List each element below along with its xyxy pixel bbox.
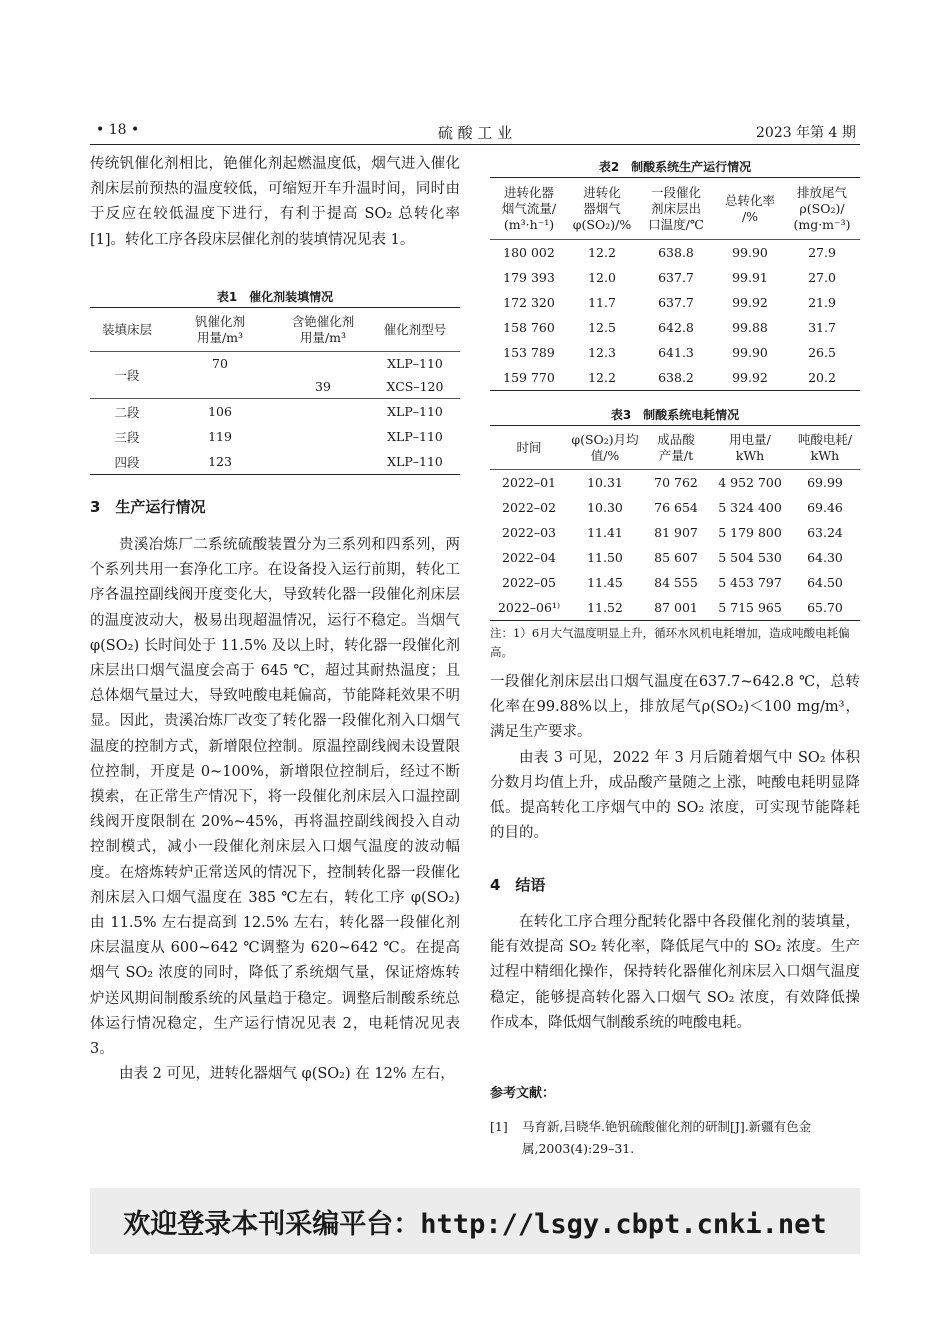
table1 xyxy=(90,307,460,475)
intro-paragraph: 传统钒催化剂相比，铯催化剂起燃温度低，烟气进入催化剂床层前预热的温度较低，可缩短开车升温时间，同时由于反应在较低温度下进行，有利于提高 SO₂ 总转化率 [1]。转化工序各段床层催化剂的装填情况见表 1。 xyxy=(90,156,460,248)
table2-cell: 153 789 xyxy=(503,345,555,360)
table3-cell: 64.50 xyxy=(807,575,843,590)
table2-cell: 12.2 xyxy=(588,245,616,260)
table3-caption: 表3 制酸系统电耗情况 xyxy=(610,408,740,422)
left-intro xyxy=(90,152,460,253)
table3-cell: 11.50 xyxy=(587,550,623,565)
table1-cell: XCS–120 xyxy=(386,379,444,394)
table2-cell: 27.0 xyxy=(808,270,836,285)
table2-cell: 642.8 xyxy=(658,320,694,335)
section-4-heading: 4 结语 xyxy=(490,876,546,894)
table2 xyxy=(490,177,860,391)
table2-header: 一段催化 剂床层出 口温度/℃ xyxy=(648,184,704,232)
page-number: • 18 • xyxy=(96,122,140,138)
table2-cell: 99.90 xyxy=(732,345,768,360)
table1-cell: 二段 xyxy=(114,404,140,420)
table2-cell: 12.3 xyxy=(588,345,616,360)
table2-header: 进转化 器烟气 φ(SO₂)/% xyxy=(572,184,632,232)
table1-cell: 119 xyxy=(208,429,232,444)
table3-cell: 76 654 xyxy=(654,500,698,515)
table1-cell: 三段 xyxy=(114,429,140,445)
table3-cell: 84 555 xyxy=(654,575,698,590)
submission-banner: 欢迎登录本刊采编平台：http://lsgy.cbpt.cnki.net xyxy=(90,1188,860,1254)
table3-cell: 2022–01 xyxy=(502,475,556,490)
table2-cell: 99.90 xyxy=(732,245,768,260)
body-paragraph: 一段催化剂床层出口烟气温度在637.7~642.8 ℃，总转化率在99.88%以上，排放尾气ρ(SO₂)＜100 mg/m³，满足生产要求。 xyxy=(490,674,860,741)
table2-cell: 99.91 xyxy=(732,270,768,285)
table3-cell: 5 453 797 xyxy=(718,575,782,590)
table2-cell: 99.92 xyxy=(732,370,768,385)
table2-cell: 20.2 xyxy=(808,370,836,385)
table1-header: 含铯催化剂 用量/m³ xyxy=(291,313,355,345)
table3-cell: 2022–05 xyxy=(502,575,556,590)
table1-header: 钒催化剂 用量/m³ xyxy=(194,313,245,345)
table3-cell: 5 715 965 xyxy=(718,600,782,615)
table2-cell: 179 393 xyxy=(503,270,555,285)
table3-header: 吨酸电耗/ kWh xyxy=(797,431,853,463)
table3 xyxy=(490,425,860,621)
table3-cell: 69.99 xyxy=(807,475,843,490)
reference-number: [1] xyxy=(490,1119,508,1134)
table1-cell xyxy=(164,375,276,399)
table2-cell: 638.8 xyxy=(658,245,694,260)
table2-cell: 159 770 xyxy=(503,370,555,385)
table1-cell xyxy=(276,352,370,376)
table2-cell: 26.5 xyxy=(808,345,836,360)
table3-note: 注：1）6月大气温度明显上升，循环水风机电耗增加，造成吨酸电耗偏高。 xyxy=(490,626,850,659)
table2-cell: 31.7 xyxy=(808,320,836,335)
table3-cell: 4 952 700 xyxy=(718,475,782,490)
table2-header: 总转化率 /% xyxy=(724,192,775,224)
table3-cell: 11.41 xyxy=(587,525,623,540)
table3-cell: 11.45 xyxy=(587,575,623,590)
table2-cell: 99.92 xyxy=(732,295,768,310)
table3-header: φ(SO₂)月均 值/% xyxy=(571,431,639,463)
table1-cell: XLP–110 xyxy=(387,429,443,444)
table2-cell: 12.0 xyxy=(588,270,616,285)
reference-text: 马育新,吕晓华.铯钒硫酸催化剂的研制[J].新疆有色金属,2003(4):29–31. xyxy=(522,1119,812,1156)
table3-cell: 63.24 xyxy=(807,525,843,540)
table2-cell: 638.2 xyxy=(658,370,694,385)
table3-cell: 64.30 xyxy=(807,550,843,565)
table3-cell: 65.70 xyxy=(807,600,843,615)
table3-cell: 2022–06¹⁾ xyxy=(497,600,561,615)
conclusion xyxy=(490,910,860,1036)
table1-header: 催化剂型号 xyxy=(383,321,447,337)
table3-cell: 87 001 xyxy=(654,600,698,615)
table3-cell: 5 179 800 xyxy=(718,525,782,540)
table2-header: 进转化器 烟气流量/ (m³·h⁻¹) xyxy=(501,184,557,232)
table1-cell: 106 xyxy=(208,404,232,419)
table1-cell: 39 xyxy=(315,379,331,394)
table3-cell: 10.31 xyxy=(587,475,623,490)
table3-cell: 11.52 xyxy=(587,600,623,615)
references-title: 参考文献： xyxy=(490,1086,556,1101)
table3-cell: 2022–03 xyxy=(502,525,556,540)
table2-header: 排放尾气 ρ(SO₂)/ (mg·m⁻³) xyxy=(793,184,851,232)
table2-cell: 172 320 xyxy=(503,295,555,310)
right-body xyxy=(490,670,860,846)
table3-header: 用电量/ kWh xyxy=(729,431,771,463)
issue-label: 2023 年第 4 期 xyxy=(756,125,856,141)
section-3-heading: 3 生产运行情况 xyxy=(90,498,206,516)
table3-header: 时间 xyxy=(516,439,542,455)
table1-caption: 表1 催化剂装填情况 xyxy=(216,290,334,304)
table3-cell: 81 907 xyxy=(654,525,698,540)
table1-cell: 四段 xyxy=(114,454,140,470)
table1-cell: XLP–110 xyxy=(387,454,443,469)
table1-cell xyxy=(276,449,370,475)
table1-cell: 一段 xyxy=(114,368,140,383)
body-paragraph: 贵溪冶炼厂二系统硫酸装置分为三系列和四系列，两个系列共用一套净化工序。在设备投入运行前期，转化工序各温控副线阀开度变化大，导致转化器一段催化剂床层的温度波动大，极易出现超温情况，运行不稳定。当烟气 φ(SO₂) 长时间处于 11.5% 及以上时，转化器一段催化剂床层出口烟气温度会高于 645 ℃，超过其耐热温度；且总体烟气量过大，导致吨酸电耗偏高，节能降耗效果不明显。因此，贵溪冶炼厂改变了转化器一段催化剂入口烟气温度的控制方式，新增限位控制。原温控副线阀未设置限位控制，开度是 0~100%，新增限位控制后，经过不断摸索，在正常生产情况下，将一段催化剂床层入口温控副线阀开度限制在 20%~45%，再将温控副线阀投入自动控制模式，减小一段催化剂床层入口烟气温度的波动幅度。在熔炼转炉正常送风的情况下，控制转化器一段催化剂床层入口烟气温度在 385 ℃左右，转化工序 φ(SO₂) 由 11.5% 左右提高到 12.5% 左右，转化器一段催化剂床层温度从 600~642 ℃调整为 620~642 ℃。在提高烟气 SO₂ 浓度的同时，降低了系统烟气量，保证熔炼转炉送风期间制酸系统的风量趋于稳定。调整后制酸系统总体运行情况稳定，生产运行情况见表 2，电耗情况见表 3。 xyxy=(90,537,460,1058)
table2-cell: 12.5 xyxy=(588,320,616,335)
table2-cell: 637.7 xyxy=(658,295,694,310)
table2-cell: 158 760 xyxy=(503,320,555,335)
table2-caption: 表2 制酸系统生产运行情况 xyxy=(598,160,752,174)
table1-cell xyxy=(276,399,370,425)
table1-cell xyxy=(276,424,370,449)
journal-title: 硫 酸 工 业 xyxy=(437,124,513,142)
table2-cell: 11.7 xyxy=(588,295,616,310)
table3-cell: 69.46 xyxy=(807,500,843,515)
table2-cell: 99.88 xyxy=(732,320,768,335)
left-body xyxy=(90,533,460,1087)
table2-cell: 27.9 xyxy=(808,245,836,260)
table1-header: 装填床层 xyxy=(101,321,152,337)
body-paragraph: 由表 2 可见，进转化器烟气 φ(SO₂) 在 12% 左右， xyxy=(119,1066,455,1083)
table3-cell: 70 762 xyxy=(654,475,698,490)
header-rule xyxy=(90,144,860,145)
table2-cell: 180 002 xyxy=(503,245,555,260)
table2-cell: 637.7 xyxy=(658,270,694,285)
body-paragraph: 在转化工序合理分配转化器中各段催化剂的装填量，能有效提高 SO₂ 转化率，降低尾气中的 SO₂ 浓度。生产过程中精细化操作，保持转化器催化剂床层入口烟气温度稳定，能够提高转化器入口烟气 SO₂ 浓度，有效降低操作成本，降低烟气制酸系统的吨酸电耗。 xyxy=(490,914,860,1031)
table2-cell: 12.2 xyxy=(588,370,616,385)
table3-cell: 5 324 400 xyxy=(718,500,782,515)
table3-cell: 2022–04 xyxy=(502,550,556,565)
table3-header: 成品酸 产量/t xyxy=(657,431,695,463)
table3-cell: 85 607 xyxy=(654,550,698,565)
table1-cell: 123 xyxy=(208,454,232,469)
table2-cell: 641.3 xyxy=(658,345,694,360)
table3-cell: 10.30 xyxy=(587,500,623,515)
table1-cell: 70 xyxy=(212,356,228,371)
table3-cell: 2022–02 xyxy=(502,500,556,515)
table3-cell: 5 504 530 xyxy=(718,550,782,565)
table2-cell: 21.9 xyxy=(808,295,836,310)
body-paragraph: 由表 3 可见，2022 年 3 月后随着烟气中 SO₂ 体积分数月均值上升，成品酸产量随之上涨，吨酸电耗明显降低。提高转化工序烟气中的 SO₂ 浓度，可实现节能降耗的目的。 xyxy=(490,749,860,842)
table1-cell: XLP–110 xyxy=(387,404,443,419)
table1-cell: XLP–110 xyxy=(387,356,443,371)
